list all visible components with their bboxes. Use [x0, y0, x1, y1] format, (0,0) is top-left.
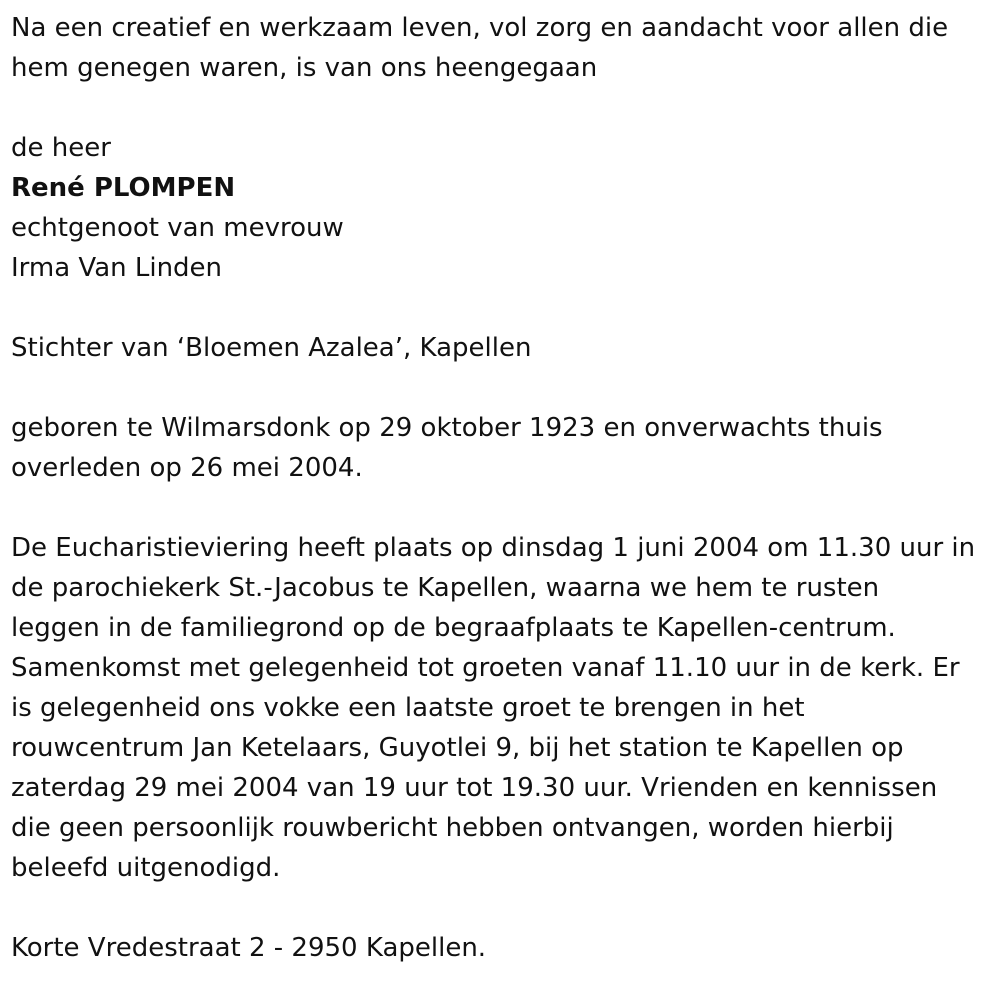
birth-death-line: geboren te Wilmarsdonk op 29 oktober 1923 en onverwachts thuis — [11, 413, 883, 443]
intro-paragraph — [11, 8, 991, 88]
service-line: rouwcentrum Jan Ketelaars, Guyotlei 9, bij het station te Kapellen op — [11, 733, 904, 763]
intro-line: hem genegen waren, is van ons heengegaan — [11, 53, 598, 83]
service-line: die geen persoonlijk rouwbericht hebben ontvangen, worden hierbij — [11, 813, 894, 843]
service-line: de parochiekerk St.-Jacobus te Kapellen, waarna we hem te rusten — [11, 573, 880, 603]
service-paragraph — [11, 528, 991, 888]
service-line: leggen in de familiegrond op de begraafplaats te Kapellen-centrum. — [11, 613, 896, 643]
paragraph-spacer — [11, 288, 991, 328]
paragraph-spacer — [11, 368, 991, 408]
service-line: beleefd uitgenodigd. — [11, 853, 281, 883]
service-line: De Eucharistieviering heeft plaats op dinsdag 1 juni 2004 om 11.30 uur in — [11, 533, 976, 563]
service-line: zaterdag 29 mei 2004 van 19 uur tot 19.30 uur. Vrienden en kennissen — [11, 773, 938, 803]
obituary-notice — [11, 8, 991, 968]
spouse-name: Irma Van Linden — [11, 253, 223, 283]
birth-death-paragraph — [11, 408, 991, 488]
paragraph-spacer — [11, 888, 991, 928]
founder-line: Stichter van ‘Bloemen Azalea’, Kapellen — [11, 333, 532, 363]
deceased-name: René PLOMPEN — [11, 173, 236, 203]
intro-line: Na een creatief en werkzaam leven, vol zorg en aandacht voor allen die — [11, 13, 949, 43]
service-line: Samenkomst met gelegenheid tot groeten vanaf 11.10 uur in de kerk. Er — [11, 653, 960, 683]
service-line: is gelegenheid ons vokke een laatste groet te brengen in het — [11, 693, 805, 723]
spouse-label: echtgenoot van mevrouw — [11, 213, 344, 243]
paragraph-spacer — [11, 488, 991, 528]
birth-death-line: overleden op 26 mei 2004. — [11, 453, 363, 483]
address-line: Korte Vredestraat 2 - 2950 Kapellen. — [11, 933, 487, 963]
paragraph-spacer — [11, 88, 991, 128]
salutation: de heer — [11, 133, 111, 163]
